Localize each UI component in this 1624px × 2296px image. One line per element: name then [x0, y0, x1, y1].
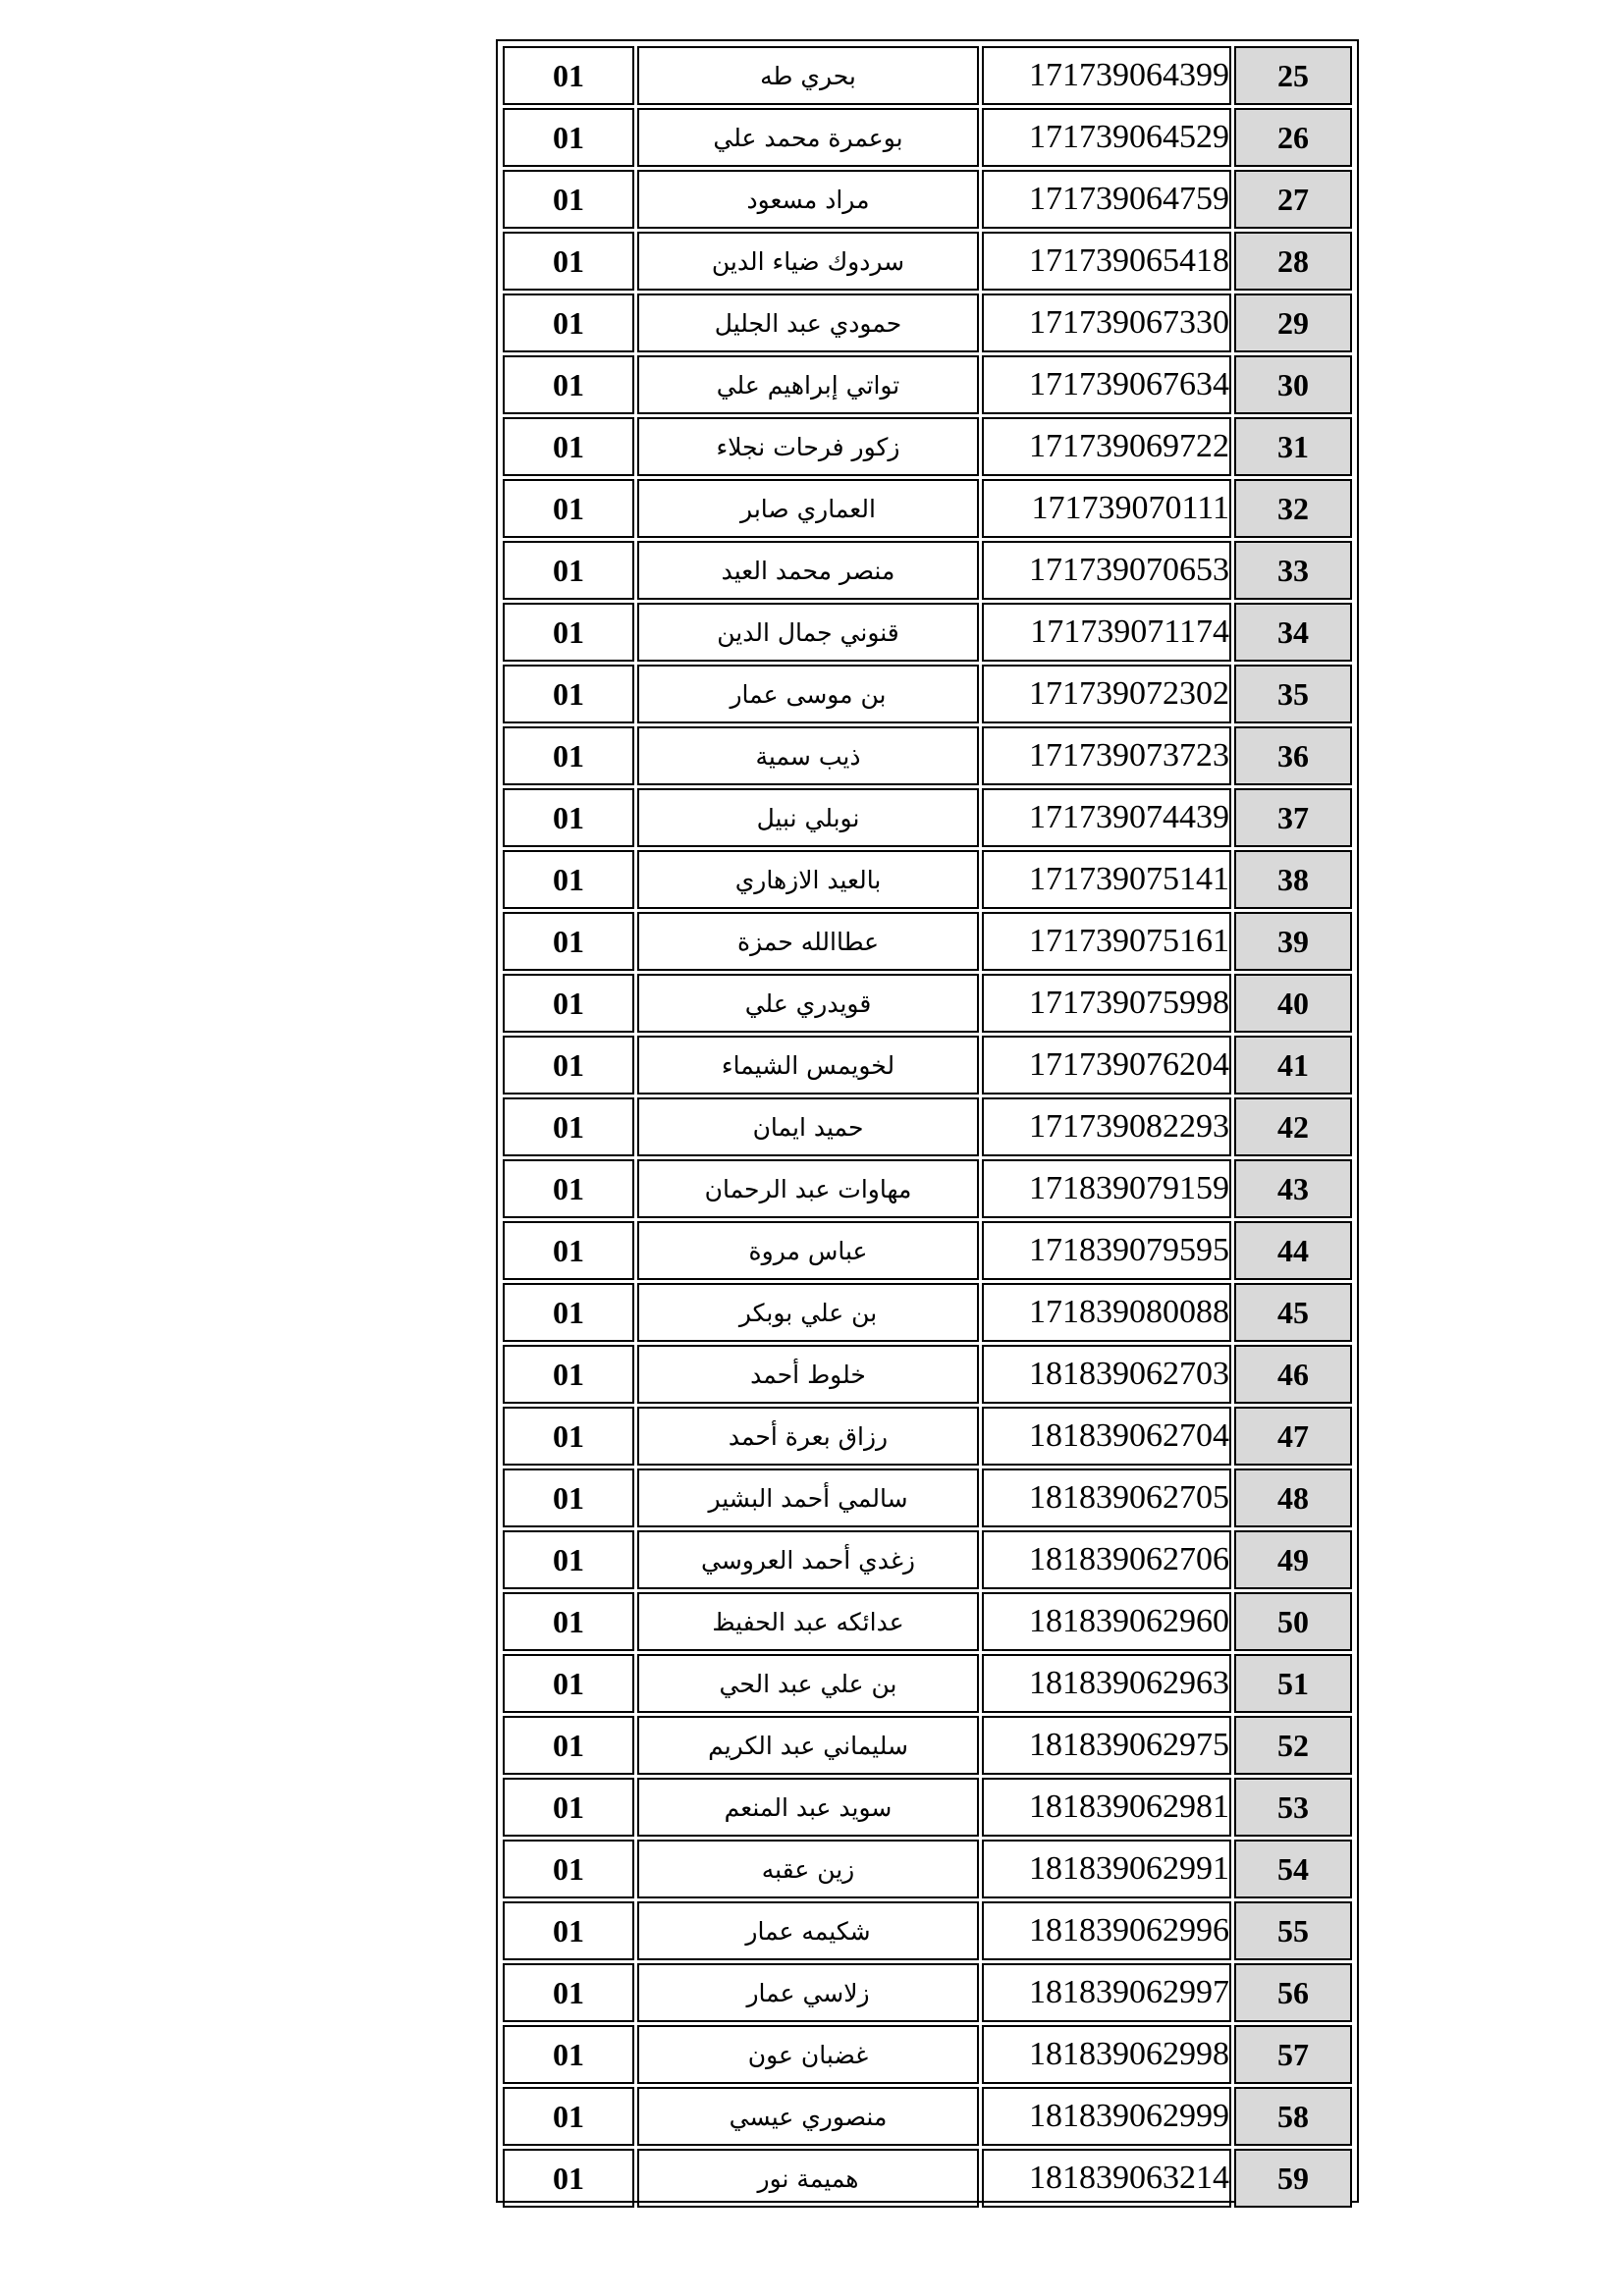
row-number-cell: 54	[1234, 1840, 1352, 1898]
table-row	[503, 665, 1352, 723]
row-number-cell: 38	[1234, 850, 1352, 909]
registration-number-cell: 181839062703	[982, 1345, 1231, 1404]
student-name-cell: بحري طه	[637, 46, 979, 105]
student-name-cell: شكيمه عمار	[637, 1901, 979, 1960]
group-cell: 01	[503, 850, 634, 909]
row-number-cell: 46	[1234, 1345, 1352, 1404]
group-cell: 01	[503, 2087, 634, 2146]
student-name-cell: نوبلي نبيل	[637, 788, 979, 847]
registration-number-cell: 171839080088	[982, 1283, 1231, 1342]
group-cell: 01	[503, 1840, 634, 1898]
registration-number-cell: 181839062996	[982, 1901, 1231, 1960]
table-row	[503, 1840, 1352, 1898]
group-cell: 01	[503, 1654, 634, 1713]
group-cell: 01	[503, 541, 634, 600]
group-cell: 01	[503, 479, 634, 538]
table-row	[503, 1036, 1352, 1095]
row-number-cell: 29	[1234, 294, 1352, 352]
student-name-cell: قويدري علي	[637, 974, 979, 1033]
row-number-cell: 55	[1234, 1901, 1352, 1960]
registration-number-cell: 171739064399	[982, 46, 1231, 105]
table-row	[503, 1159, 1352, 1218]
registration-number-cell: 171739065418	[982, 232, 1231, 291]
registration-number-cell: 171739070653	[982, 541, 1231, 600]
table-row	[503, 170, 1352, 229]
registration-number-cell: 171739075161	[982, 912, 1231, 971]
table-row	[503, 726, 1352, 785]
row-number-cell: 33	[1234, 541, 1352, 600]
student-name-cell: زلاسي عمار	[637, 1963, 979, 2022]
table-row	[503, 355, 1352, 414]
registration-number-cell: 181839062997	[982, 1963, 1231, 2022]
row-number-cell: 44	[1234, 1221, 1352, 1280]
group-cell: 01	[503, 665, 634, 723]
registration-number-cell: 181839062704	[982, 1407, 1231, 1466]
row-number-cell: 34	[1234, 603, 1352, 662]
table-row	[503, 1221, 1352, 1280]
registration-number-cell: 171739076204	[982, 1036, 1231, 1095]
row-number-cell: 28	[1234, 232, 1352, 291]
student-name-cell: سالمي أحمد البشير	[637, 1468, 979, 1527]
row-number-cell: 37	[1234, 788, 1352, 847]
registration-number-cell: 171739075998	[982, 974, 1231, 1033]
student-name-cell: مراد مسعود	[637, 170, 979, 229]
student-name-cell: سليماني عبد الكريم	[637, 1716, 979, 1775]
group-cell: 01	[503, 170, 634, 229]
registration-number-cell: 181839062960	[982, 1592, 1231, 1651]
registration-number-cell: 171739072302	[982, 665, 1231, 723]
registration-number-cell: 171739070111	[982, 479, 1231, 538]
row-number-cell: 42	[1234, 1097, 1352, 1156]
registration-number-cell: 171739067634	[982, 355, 1231, 414]
row-number-cell: 43	[1234, 1159, 1352, 1218]
group-cell: 01	[503, 1036, 634, 1095]
student-name-cell: بن علي بوبكر	[637, 1283, 979, 1342]
student-name-cell: قنوني جمال الدين	[637, 603, 979, 662]
student-name-cell: زكور فرحات نجلاء	[637, 417, 979, 476]
group-cell: 01	[503, 1592, 634, 1651]
registration-number-cell: 181839062981	[982, 1778, 1231, 1837]
row-number-cell: 39	[1234, 912, 1352, 971]
group-cell: 01	[503, 1159, 634, 1218]
student-name-cell: لخويمس الشيماء	[637, 1036, 979, 1095]
row-number-cell: 48	[1234, 1468, 1352, 1527]
table-row	[503, 541, 1352, 600]
row-number-cell: 26	[1234, 108, 1352, 167]
group-cell: 01	[503, 1221, 634, 1280]
table-row	[503, 1778, 1352, 1837]
table-row	[503, 1283, 1352, 1342]
registration-number-cell: 171739069722	[982, 417, 1231, 476]
student-name-cell: مهاوات عبد الرحمان	[637, 1159, 979, 1218]
student-name-cell: بوعمرة محمد علي	[637, 108, 979, 167]
row-number-cell: 47	[1234, 1407, 1352, 1466]
table-row	[503, 1901, 1352, 1960]
registration-number-cell: 171739082293	[982, 1097, 1231, 1156]
row-number-cell: 41	[1234, 1036, 1352, 1095]
table-row	[503, 1468, 1352, 1527]
student-name-cell: بالعيد الازهاري	[637, 850, 979, 909]
table-row	[503, 2025, 1352, 2084]
group-cell: 01	[503, 1716, 634, 1775]
registration-number-cell: 181839062999	[982, 2087, 1231, 2146]
row-number-cell: 25	[1234, 46, 1352, 105]
row-number-cell: 32	[1234, 479, 1352, 538]
student-table-body	[503, 46, 1352, 2208]
registration-number-cell: 171839079159	[982, 1159, 1231, 1218]
row-number-cell: 45	[1234, 1283, 1352, 1342]
registration-number-cell: 171739074439	[982, 788, 1231, 847]
row-number-cell: 52	[1234, 1716, 1352, 1775]
group-cell: 01	[503, 46, 634, 105]
row-number-cell: 49	[1234, 1530, 1352, 1589]
registration-number-cell: 171739071174	[982, 603, 1231, 662]
group-cell: 01	[503, 108, 634, 167]
row-number-cell: 57	[1234, 2025, 1352, 2084]
registration-number-cell: 171739075141	[982, 850, 1231, 909]
registration-number-cell: 171739073723	[982, 726, 1231, 785]
group-cell: 01	[503, 1345, 634, 1404]
row-number-cell: 30	[1234, 355, 1352, 414]
group-cell: 01	[503, 1407, 634, 1466]
row-number-cell: 35	[1234, 665, 1352, 723]
table-row	[503, 1592, 1352, 1651]
group-cell: 01	[503, 355, 634, 414]
student-name-cell: خلوط أحمد	[637, 1345, 979, 1404]
student-name-cell: ذيب سمية	[637, 726, 979, 785]
student-name-cell: عدائكه عبد الحفيظ	[637, 1592, 979, 1651]
table-row	[503, 603, 1352, 662]
table-row	[503, 46, 1352, 105]
table-row	[503, 974, 1352, 1033]
group-cell: 01	[503, 1778, 634, 1837]
registration-number-cell: 181839062963	[982, 1654, 1231, 1713]
table-row	[503, 479, 1352, 538]
student-table	[500, 43, 1355, 2211]
group-cell: 01	[503, 912, 634, 971]
table-row	[503, 294, 1352, 352]
table-row	[503, 788, 1352, 847]
table-row	[503, 850, 1352, 909]
group-cell: 01	[503, 726, 634, 785]
student-name-cell: رزاق بعرة أحمد	[637, 1407, 979, 1466]
student-name-cell: بن موسى عمار	[637, 665, 979, 723]
table-row	[503, 912, 1352, 971]
table-row	[503, 1530, 1352, 1589]
student-name-cell: منصر محمد العيد	[637, 541, 979, 600]
group-cell: 01	[503, 974, 634, 1033]
group-cell: 01	[503, 1530, 634, 1589]
registration-number-cell: 181839062706	[982, 1530, 1231, 1589]
group-cell: 01	[503, 1468, 634, 1527]
group-cell: 01	[503, 232, 634, 291]
row-number-cell: 31	[1234, 417, 1352, 476]
row-number-cell: 59	[1234, 2149, 1352, 2208]
student-name-cell: عباس مروة	[637, 1221, 979, 1280]
row-number-cell: 40	[1234, 974, 1352, 1033]
row-number-cell: 56	[1234, 1963, 1352, 2022]
student-name-cell: زين عقبه	[637, 1840, 979, 1898]
student-name-cell: بن علي عبد الحي	[637, 1654, 979, 1713]
row-number-cell: 53	[1234, 1778, 1352, 1837]
group-cell: 01	[503, 1901, 634, 1960]
student-name-cell: حمودي عبد الجليل	[637, 294, 979, 352]
table-row	[503, 1407, 1352, 1466]
group-cell: 01	[503, 2149, 634, 2208]
group-cell: 01	[503, 1097, 634, 1156]
group-cell: 01	[503, 417, 634, 476]
table-row	[503, 1345, 1352, 1404]
student-list-sheet	[496, 39, 1359, 2203]
student-name-cell: عطاالله حمزة	[637, 912, 979, 971]
table-row	[503, 232, 1352, 291]
registration-number-cell: 181839063214	[982, 2149, 1231, 2208]
student-name-cell: زغدي أحمد العروسي	[637, 1530, 979, 1589]
group-cell: 01	[503, 294, 634, 352]
row-number-cell: 36	[1234, 726, 1352, 785]
student-name-cell: غضبان عون	[637, 2025, 979, 2084]
group-cell: 01	[503, 1283, 634, 1342]
registration-number-cell: 171839079595	[982, 1221, 1231, 1280]
student-name-cell: سردوك ضياء الدين	[637, 232, 979, 291]
row-number-cell: 27	[1234, 170, 1352, 229]
table-row	[503, 1716, 1352, 1775]
table-row	[503, 1654, 1352, 1713]
student-name-cell: تواتي إبراهيم علي	[637, 355, 979, 414]
registration-number-cell: 171739064759	[982, 170, 1231, 229]
row-number-cell: 50	[1234, 1592, 1352, 1651]
table-row	[503, 1097, 1352, 1156]
group-cell: 01	[503, 1963, 634, 2022]
registration-number-cell: 171739064529	[982, 108, 1231, 167]
row-number-cell: 58	[1234, 2087, 1352, 2146]
table-row	[503, 2087, 1352, 2146]
student-name-cell: سويد عبد المنعم	[637, 1778, 979, 1837]
student-name-cell: هميمة نور	[637, 2149, 979, 2208]
student-name-cell: منصوري عيسي	[637, 2087, 979, 2146]
row-number-cell: 51	[1234, 1654, 1352, 1713]
table-row	[503, 108, 1352, 167]
student-name-cell: العماري صابر	[637, 479, 979, 538]
student-name-cell: حميد ايمان	[637, 1097, 979, 1156]
group-cell: 01	[503, 603, 634, 662]
registration-number-cell: 181839062705	[982, 1468, 1231, 1527]
table-row	[503, 417, 1352, 476]
group-cell: 01	[503, 2025, 634, 2084]
registration-number-cell: 181839062998	[982, 2025, 1231, 2084]
table-row	[503, 2149, 1352, 2208]
table-row	[503, 1963, 1352, 2022]
group-cell: 01	[503, 788, 634, 847]
registration-number-cell: 171739067330	[982, 294, 1231, 352]
registration-number-cell: 181839062975	[982, 1716, 1231, 1775]
registration-number-cell: 181839062991	[982, 1840, 1231, 1898]
